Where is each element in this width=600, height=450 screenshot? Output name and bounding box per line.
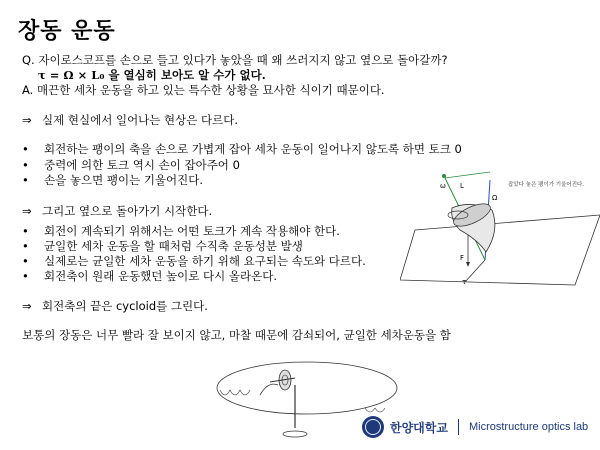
section2-header: ⇒ 그리고 옆으로 돌아가기 시작한다.: [22, 204, 213, 218]
omega-label: ω: [440, 182, 446, 190]
section3-header: ⇒ 회전축의 끝은 cycloid를 그린다.: [22, 299, 208, 313]
university-seal-icon: [362, 416, 384, 438]
implies-icon: ⇒: [22, 204, 32, 218]
slide-title: 장동 운동: [18, 19, 116, 44]
figure-caption: 잡았다 놓은 팽이가 기울어진다.: [508, 182, 585, 188]
floor-plane: [400, 215, 600, 285]
section1-bullet: • 손을 놓으면 팽이는 기울어진다.: [22, 173, 204, 187]
cycloid-path: [220, 390, 250, 395]
F-label: F: [460, 254, 465, 262]
section2-bullet: • 회전축이 원래 운동했던 높이로 다시 올라온다.: [22, 269, 278, 283]
handle-arm: [260, 384, 278, 395]
university-name: 한양대학교: [390, 420, 448, 435]
axis-tip: [442, 174, 446, 178]
angular-momentum-vector: [445, 172, 490, 178]
implies-icon: ⇒: [22, 299, 32, 313]
precession-circle: [217, 362, 397, 414]
force-arrowhead-icon: [466, 262, 470, 267]
section2-bullet: • 회전이 계속되기 위해서는 어떤 토크가 계속 작용해야 한다.: [22, 224, 340, 238]
cycloid-path: [365, 408, 385, 412]
question-line-1: Q. 자이로스코프를 손으로 들고 있다가 놓았을 때 왜 쓰러지지 않고 옆으로 돌아갈까?: [22, 53, 448, 67]
tau-label: τ: [462, 278, 467, 286]
L-label: L: [460, 182, 464, 190]
stand-base: [283, 431, 307, 437]
equation-line: τ = Ω × L₀ 을 열심히 보아도 알 수가 없다.: [38, 68, 266, 82]
footer-logo: [362, 416, 588, 438]
section2-bullet: • 균일한 세차 운동을 할 때처럼 수직축 운동성분 발생: [22, 239, 303, 253]
Omega-label: Ω: [492, 194, 498, 202]
summary-line: 보통의 장동은 너무 빨라 잘 보이지 않고, 마찰 때문에 감쇠되어, 균일한 세차운동을 함: [22, 328, 451, 342]
lab-name: Microstructure optics lab: [468, 421, 589, 433]
logo-divider: [458, 419, 459, 435]
section1-header: ⇒ 실제 현실에서 일어나는 현상은 다르다.: [22, 113, 239, 127]
section1-bullet: • 회전하는 팽이의 축을 손으로 가볍게 잡아 세차 운동이 일어나지 않도록 하면 토크 0: [22, 142, 462, 156]
section2-bullet: • 실제로는 균일한 세차 운동을 하기 위해 요구되는 속도와 다르다.: [22, 254, 366, 268]
implies-icon: ⇒: [22, 113, 32, 127]
section1-bullet: • 중력에 의한 토크 역시 손이 잡아주어 0: [22, 158, 240, 172]
answer-line: A. 매끈한 세차 운동을 하고 있는 특수한 상황을 묘사한 식이기 때문이다.: [22, 83, 385, 97]
